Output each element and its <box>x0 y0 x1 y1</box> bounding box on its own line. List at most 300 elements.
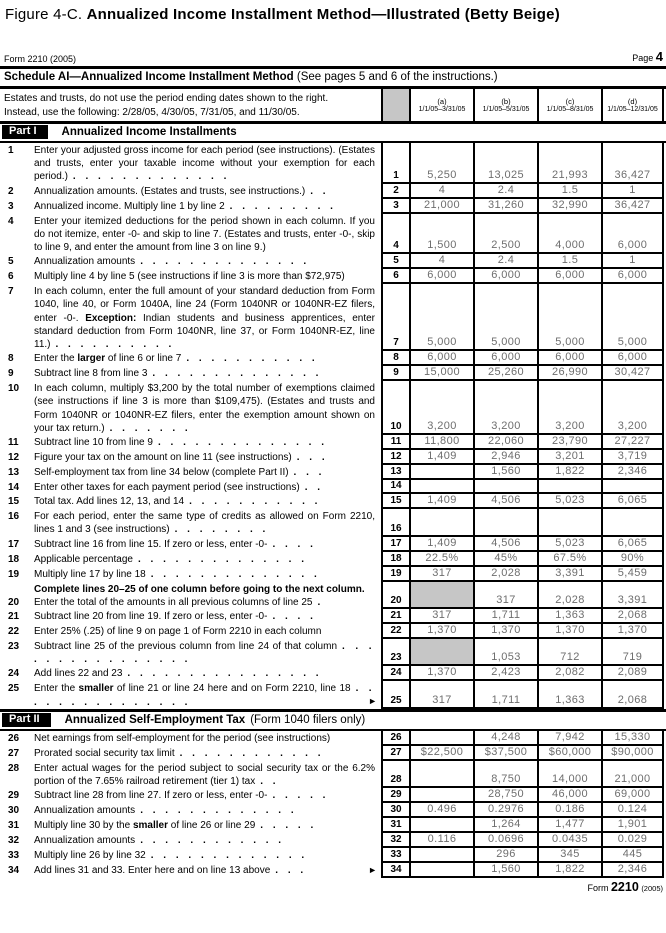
line-text-part: Applicable percentage <box>34 553 133 565</box>
value-cell: 1,363 <box>537 681 601 708</box>
estates-trusts-note: Estates and trusts, do not use the period ending dates shown to the right. Instead, use the following: 2/28/05, 4/30/05, 7/31/05, and 11/30/05. <box>4 93 329 118</box>
line-text-part: For each period, enter the same type of credits as allowed on Form 2210, lines 1 and 3 (see instructions) <box>34 511 375 536</box>
line-text-row <box>8 144 375 184</box>
part2-label: Part II <box>2 713 51 727</box>
line-text-row <box>8 285 375 351</box>
value-cell: 2,346 <box>601 465 664 480</box>
line-description <box>34 553 375 566</box>
line-description <box>34 747 375 760</box>
value-cell: 1,409 <box>409 494 473 509</box>
dot-leader: . <box>317 596 324 608</box>
value-cell: 23,790 <box>537 435 601 450</box>
line-text-row <box>8 640 375 666</box>
line-number-cell: 1 <box>381 143 409 184</box>
line-number-cell: 28 <box>381 761 409 788</box>
table-row <box>0 803 666 818</box>
value-cell: 3,200 <box>601 381 664 435</box>
value-cell <box>409 465 473 480</box>
line-description <box>34 185 375 198</box>
line-number: 25 <box>8 683 20 695</box>
line-description-cell <box>0 833 381 848</box>
value-cell: 1,500 <box>409 214 473 255</box>
value-cell: $90,000 <box>601 746 664 761</box>
line-text-part: Exception: <box>85 312 137 324</box>
table-row <box>0 833 666 848</box>
line-description <box>34 481 375 494</box>
line-text-part: Annualization amounts <box>34 805 136 817</box>
line-text-row <box>8 495 375 508</box>
line-description <box>34 834 375 847</box>
dot-leader: . . . <box>275 865 307 877</box>
line-description-cell <box>0 609 381 624</box>
table-row <box>0 143 666 184</box>
value-cell: 1 <box>601 254 664 269</box>
value-cell <box>409 818 473 833</box>
line-number: 7 <box>8 286 14 298</box>
value-cell: 4,248 <box>473 731 537 746</box>
line-number: 2 <box>8 185 14 197</box>
table-row <box>0 254 666 269</box>
value-cell: 445 <box>601 848 664 863</box>
line-description-cell <box>0 465 381 480</box>
line-number-cell: 26 <box>381 731 409 746</box>
line-number: 9 <box>8 368 14 380</box>
table-row <box>0 366 666 381</box>
table-row <box>0 746 666 761</box>
line-description-cell <box>0 624 381 639</box>
line-number-cell: 16 <box>381 509 409 536</box>
value-cell: 0.186 <box>537 803 601 818</box>
line-number-cell: 11 <box>381 435 409 450</box>
dot-leader: . . . . . . . . . . <box>55 339 175 351</box>
line-number-cell: 29 <box>381 788 409 803</box>
line-number-cell: 18 <box>381 552 409 567</box>
line-text-row <box>8 255 375 268</box>
value-cell <box>409 863 473 878</box>
line-description-cell <box>0 284 381 351</box>
line-number: 10 <box>8 383 20 395</box>
line-description <box>34 819 375 832</box>
line-text-row <box>8 864 375 877</box>
table-row <box>0 609 666 624</box>
line-number: 29 <box>8 790 20 802</box>
table-row <box>0 552 666 567</box>
line-number: 4 <box>8 215 14 227</box>
value-cell: 1,264 <box>473 818 537 833</box>
dot-leader: . . . . . . . . . . . . <box>140 835 285 847</box>
line-description <box>34 495 375 508</box>
shaded-value-cell <box>409 582 473 609</box>
value-cell: 14,000 <box>537 761 601 788</box>
line-description <box>34 610 375 623</box>
line-text-part: Subtract line 16 from line 15. If zero or less, enter -0- <box>34 538 268 550</box>
line-number-cell: 5 <box>381 254 409 269</box>
line-description <box>34 804 375 817</box>
dot-leader: . . . . . <box>260 820 317 832</box>
table-row <box>0 269 666 284</box>
table-row <box>0 761 666 788</box>
column-header-a <box>409 89 473 121</box>
line-description <box>34 510 375 536</box>
table-row <box>0 567 666 582</box>
line-number-cell: 7 <box>381 284 409 351</box>
value-cell <box>473 509 537 536</box>
line-text-part: In each column, multiply $3,200 by the total number of exemptions claimed (see instructions if line 3 is more than $109,475). (Estates and trusts and Form 1040NR or 1040NR-EZ filers, enter the exemption amount shown on your tax return.) <box>34 383 375 434</box>
line-description-cell <box>0 761 381 788</box>
line-text-part: Subtract line 28 from line 27. If zero or less, enter -0- <box>34 790 268 802</box>
value-cell: 0.029 <box>601 833 664 848</box>
line-description <box>34 466 375 479</box>
value-cell: 21,993 <box>537 143 601 184</box>
value-cell: 1,409 <box>409 450 473 465</box>
dot-leader: . . . . . . . <box>109 422 192 434</box>
value-cell: 1,053 <box>473 639 537 666</box>
shaded-header-cell <box>381 89 409 121</box>
line-number-cell: 2 <box>381 184 409 199</box>
line-text-part: larger <box>77 353 106 365</box>
line-text-row <box>8 538 375 551</box>
line-text-part: Subtract line 10 from line 9 <box>34 437 153 449</box>
value-cell: 3,391 <box>537 567 601 582</box>
page-footer <box>0 878 666 894</box>
line-text-part: In each column, enter the full amount of your standard deduction from Form 1040, line 40, or Form 1040A, line 24 (Form 1040NR or 1040NR-EZ filers, enter -0-. <box>34 286 375 324</box>
shaded-value-cell <box>409 639 473 666</box>
dot-leader: . . . . . . . . . . . <box>186 353 319 365</box>
line-description <box>34 367 375 380</box>
line-text-part: Annualization amounts <box>34 835 136 847</box>
footer-form-label: Form <box>587 883 609 894</box>
line-number-cell: 8 <box>381 351 409 366</box>
value-cell: 6,000 <box>601 269 664 284</box>
line-text-part: Prorated social security tax limit <box>34 747 175 759</box>
line-text-row <box>8 481 375 494</box>
line-text-row <box>8 200 375 213</box>
line-text-row <box>8 553 375 566</box>
schedule-title <box>0 69 666 89</box>
value-cell: 0.2976 <box>473 803 537 818</box>
dot-leader: . . . . <box>272 538 317 550</box>
dot-leader: . . . . . . . . . . . . . <box>140 805 298 817</box>
value-cell: 5,023 <box>537 494 601 509</box>
value-cell: 21,000 <box>409 199 473 214</box>
value-cell: 317 <box>409 681 473 708</box>
bold-instruction-note: Complete lines 20–25 of one column before going to the next column. <box>34 583 365 595</box>
line-description-cell <box>0 582 381 609</box>
line-text-part: Figure your tax on the amount on line 11 (see instructions) <box>34 452 292 464</box>
line-number: 12 <box>8 452 20 464</box>
table-row <box>0 681 666 708</box>
line-description <box>34 436 375 449</box>
line-description <box>34 538 375 551</box>
value-cell: 6,000 <box>409 351 473 366</box>
line-text-row <box>8 789 375 802</box>
line-description-cell <box>0 509 381 536</box>
line-number: 15 <box>8 496 20 508</box>
line-text-part: Subtract line 8 from line 3 <box>34 368 148 380</box>
value-cell: 0.116 <box>409 833 473 848</box>
line-description <box>34 352 375 365</box>
value-cell: 2,423 <box>473 666 537 681</box>
page-number <box>632 49 663 64</box>
line-number: 19 <box>8 568 20 580</box>
form-number: Form 2210 (2005) <box>4 54 77 64</box>
dot-leader: . . . . . . . . . . . <box>189 496 321 508</box>
line-text-row <box>8 625 375 638</box>
line-number-cell: 30 <box>381 803 409 818</box>
value-cell: 6,065 <box>601 494 664 509</box>
value-cell: 1,711 <box>473 681 537 708</box>
line-text-row <box>8 367 375 380</box>
line-number-cell: 31 <box>381 818 409 833</box>
value-cell: 90% <box>601 552 664 567</box>
line-text-row <box>8 352 375 365</box>
line-text-part: Self-employment tax from line 34 below (complete Part II) <box>34 467 289 479</box>
table-row <box>0 666 666 681</box>
value-cell: 32,990 <box>537 199 601 214</box>
value-cell: 28,750 <box>473 788 537 803</box>
line-text-row <box>8 732 375 745</box>
line-description <box>34 200 375 213</box>
line-description-cell <box>0 184 381 199</box>
value-cell <box>409 761 473 788</box>
line-description-cell <box>0 480 381 494</box>
line-number: 24 <box>8 668 20 680</box>
line-text-part: Multiply line 26 by line 32 <box>34 850 146 862</box>
line-number-cell: 15 <box>381 494 409 509</box>
dot-leader: . . . . . . . . . <box>229 200 337 212</box>
value-cell: 45% <box>473 552 537 567</box>
line-description <box>34 625 375 638</box>
line-description <box>34 864 375 877</box>
value-cell: 31,260 <box>473 199 537 214</box>
line-number: 14 <box>8 482 20 494</box>
value-cell: $37,500 <box>473 746 537 761</box>
value-cell: 1,822 <box>537 863 601 878</box>
line-description-cell <box>0 269 381 284</box>
table-row <box>0 624 666 639</box>
value-cell: 1,560 <box>473 863 537 878</box>
line-number: 11 <box>8 437 19 449</box>
line-number-cell: 3 <box>381 199 409 214</box>
table-row <box>0 351 666 366</box>
value-cell: 2,028 <box>537 582 601 609</box>
dot-leader: . . . . . . . . . . . . . <box>150 850 308 862</box>
line-description-cell <box>0 143 381 184</box>
line-number-cell: 6 <box>381 269 409 284</box>
value-cell: 6,000 <box>537 351 601 366</box>
value-cell: 5,000 <box>537 284 601 351</box>
value-cell: 5,023 <box>537 537 601 552</box>
line-text-row <box>8 849 375 862</box>
footer-form-number: 2210 <box>610 880 639 895</box>
spacer <box>0 23 666 49</box>
column-letter: (b) <box>501 97 511 106</box>
line-text-part: Add lines 22 and 23 <box>34 668 123 680</box>
line-description-cell <box>0 666 381 681</box>
figure-title <box>0 0 666 23</box>
line-text-row <box>8 596 375 609</box>
column-header-c <box>537 89 601 121</box>
column-letter: (c) <box>565 97 575 106</box>
line-number-cell: 4 <box>381 214 409 255</box>
value-cell: 1,370 <box>473 624 537 639</box>
line-description <box>34 849 375 862</box>
value-cell: 3,391 <box>601 582 664 609</box>
line-description-cell <box>0 199 381 214</box>
value-cell: 36,427 <box>601 199 664 214</box>
value-cell <box>601 480 664 494</box>
line-number: 34 <box>8 865 20 877</box>
value-cell: 4,000 <box>537 214 601 255</box>
table-row <box>0 184 666 199</box>
line-description-cell <box>0 731 381 746</box>
table-row <box>0 435 666 450</box>
value-cell <box>601 509 664 536</box>
value-cell: 3,200 <box>473 381 537 435</box>
value-cell: 0.0435 <box>537 833 601 848</box>
value-cell: 6,065 <box>601 537 664 552</box>
value-cell: 5,000 <box>601 284 664 351</box>
line-description <box>34 568 375 581</box>
value-cell: 317 <box>409 567 473 582</box>
value-cell: 2,028 <box>473 567 537 582</box>
line-description <box>34 789 375 802</box>
dot-leader: . . . . . . . . . . . . . . <box>140 256 310 268</box>
table-row <box>0 788 666 803</box>
value-cell: 3,719 <box>601 450 664 465</box>
line-number-cell: 23 <box>381 639 409 666</box>
table-row <box>0 863 666 878</box>
line-number-cell: 34 <box>381 863 409 878</box>
line-number: 6 <box>8 271 14 283</box>
table-row <box>0 848 666 863</box>
table-row <box>0 199 666 214</box>
value-cell: 2.4 <box>473 254 537 269</box>
part2-subtitle: (Form 1040 filers only) <box>250 713 366 726</box>
line-description-cell <box>0 788 381 803</box>
line-number-cell: 9 <box>381 366 409 381</box>
line-number: 27 <box>8 747 20 759</box>
line-text-part: Enter your adjusted gross income for each period (see instructions). (Estates and trusts, enter your taxable income without your exemption for each period.) <box>34 145 375 183</box>
value-cell <box>409 848 473 863</box>
line-text-row <box>8 185 375 198</box>
part2-rows <box>0 731 666 878</box>
value-cell: 1,409 <box>409 537 473 552</box>
value-cell: $60,000 <box>537 746 601 761</box>
part1-header <box>0 121 666 143</box>
line-text-part: Enter the <box>34 353 78 365</box>
schedule-title-bold: Schedule AI—Annualized Income Installment Method <box>4 71 294 83</box>
line-text-part: of line 26 or line 29 <box>167 820 256 832</box>
line-number: 32 <box>8 835 20 847</box>
line-description <box>34 596 375 609</box>
line-description-cell <box>0 435 381 450</box>
value-cell: 6,000 <box>537 269 601 284</box>
line-text-part: Add lines 31 and 33. Enter here and on line 13 above <box>34 865 271 877</box>
line-description-cell <box>0 254 381 269</box>
value-cell: 2,068 <box>601 609 664 624</box>
line-description-cell <box>0 746 381 761</box>
column-letter: (a) <box>437 97 447 106</box>
value-cell: 1,370 <box>409 666 473 681</box>
dot-leader: . . <box>304 482 324 494</box>
line-text-part: Indian students and business apprentices, enter standard deduction from Form 1040NR, line 37, or Form 1040NR-EZ, line 11.) <box>34 312 375 351</box>
part1-rows <box>0 143 666 709</box>
line-text-row <box>8 747 375 760</box>
line-description <box>34 382 375 435</box>
dot-leader: . . . . . . . . . . . . . . <box>152 368 322 380</box>
table-row <box>0 639 666 666</box>
line-number: 22 <box>8 626 20 638</box>
value-cell: 6,000 <box>473 351 537 366</box>
value-cell: 1.5 <box>537 184 601 199</box>
line-number-cell: 33 <box>381 848 409 863</box>
value-cell: 345 <box>537 848 601 863</box>
value-cell: 36,427 <box>601 143 664 184</box>
form-number-line <box>0 49 666 69</box>
value-cell <box>409 788 473 803</box>
line-description-cell <box>0 803 381 818</box>
table-row <box>0 582 666 609</box>
table-row <box>0 450 666 465</box>
line-description-cell <box>0 863 381 878</box>
value-cell: 6,000 <box>473 269 537 284</box>
column-dates: 1/1/05–8/31/05 <box>546 106 594 113</box>
value-cell: 27,227 <box>601 435 664 450</box>
value-cell: 2,500 <box>473 214 537 255</box>
line-description-cell <box>0 366 381 381</box>
line-description <box>34 640 375 666</box>
line-text-part: of line 21 or line 24 here and on Form 2210, line 18 <box>113 683 351 695</box>
value-cell: 1,370 <box>537 624 601 639</box>
line-number: 8 <box>8 353 14 365</box>
column-dates: 1/1/05–5/31/05 <box>482 106 530 113</box>
table-row <box>0 537 666 552</box>
line-number-cell: 20 <box>381 582 409 609</box>
value-cell: 2,082 <box>537 666 601 681</box>
line-number: 1 <box>8 145 14 156</box>
line-text-part: Annualization amounts. (Estates and trusts, see instructions.) <box>34 185 306 197</box>
line-text-row <box>8 568 375 581</box>
line-number: 28 <box>8 762 20 774</box>
value-cell: 6,000 <box>409 269 473 284</box>
dot-leader: . . . . <box>272 611 317 623</box>
right-arrow-icon: ► <box>368 695 377 706</box>
line-description-cell <box>0 567 381 582</box>
dot-leader: . . . . . . . . <box>174 524 269 536</box>
line-description-cell <box>0 214 381 255</box>
line-number: 5 <box>8 256 14 268</box>
value-cell: $22,500 <box>409 746 473 761</box>
figure-title-main: Annualized Income Installment Method—Illustrated (Betty Beige) <box>86 6 560 23</box>
value-cell: 5,459 <box>601 567 664 582</box>
line-description <box>34 667 375 680</box>
line-text-row <box>8 382 375 435</box>
part2-header <box>0 709 666 731</box>
value-cell: 1.5 <box>537 254 601 269</box>
value-cell: 11,800 <box>409 435 473 450</box>
table-row <box>0 818 666 833</box>
value-cell: 2,068 <box>601 681 664 708</box>
line-description-cell <box>0 494 381 509</box>
dot-leader: . . . . . . . . . . . . <box>179 747 325 759</box>
value-cell: 4 <box>409 184 473 199</box>
line-number-cell: 19 <box>381 567 409 582</box>
line-description <box>34 682 375 708</box>
table-row <box>0 480 666 494</box>
value-cell: 5,000 <box>409 284 473 351</box>
page-number-value: 4 <box>655 49 663 64</box>
